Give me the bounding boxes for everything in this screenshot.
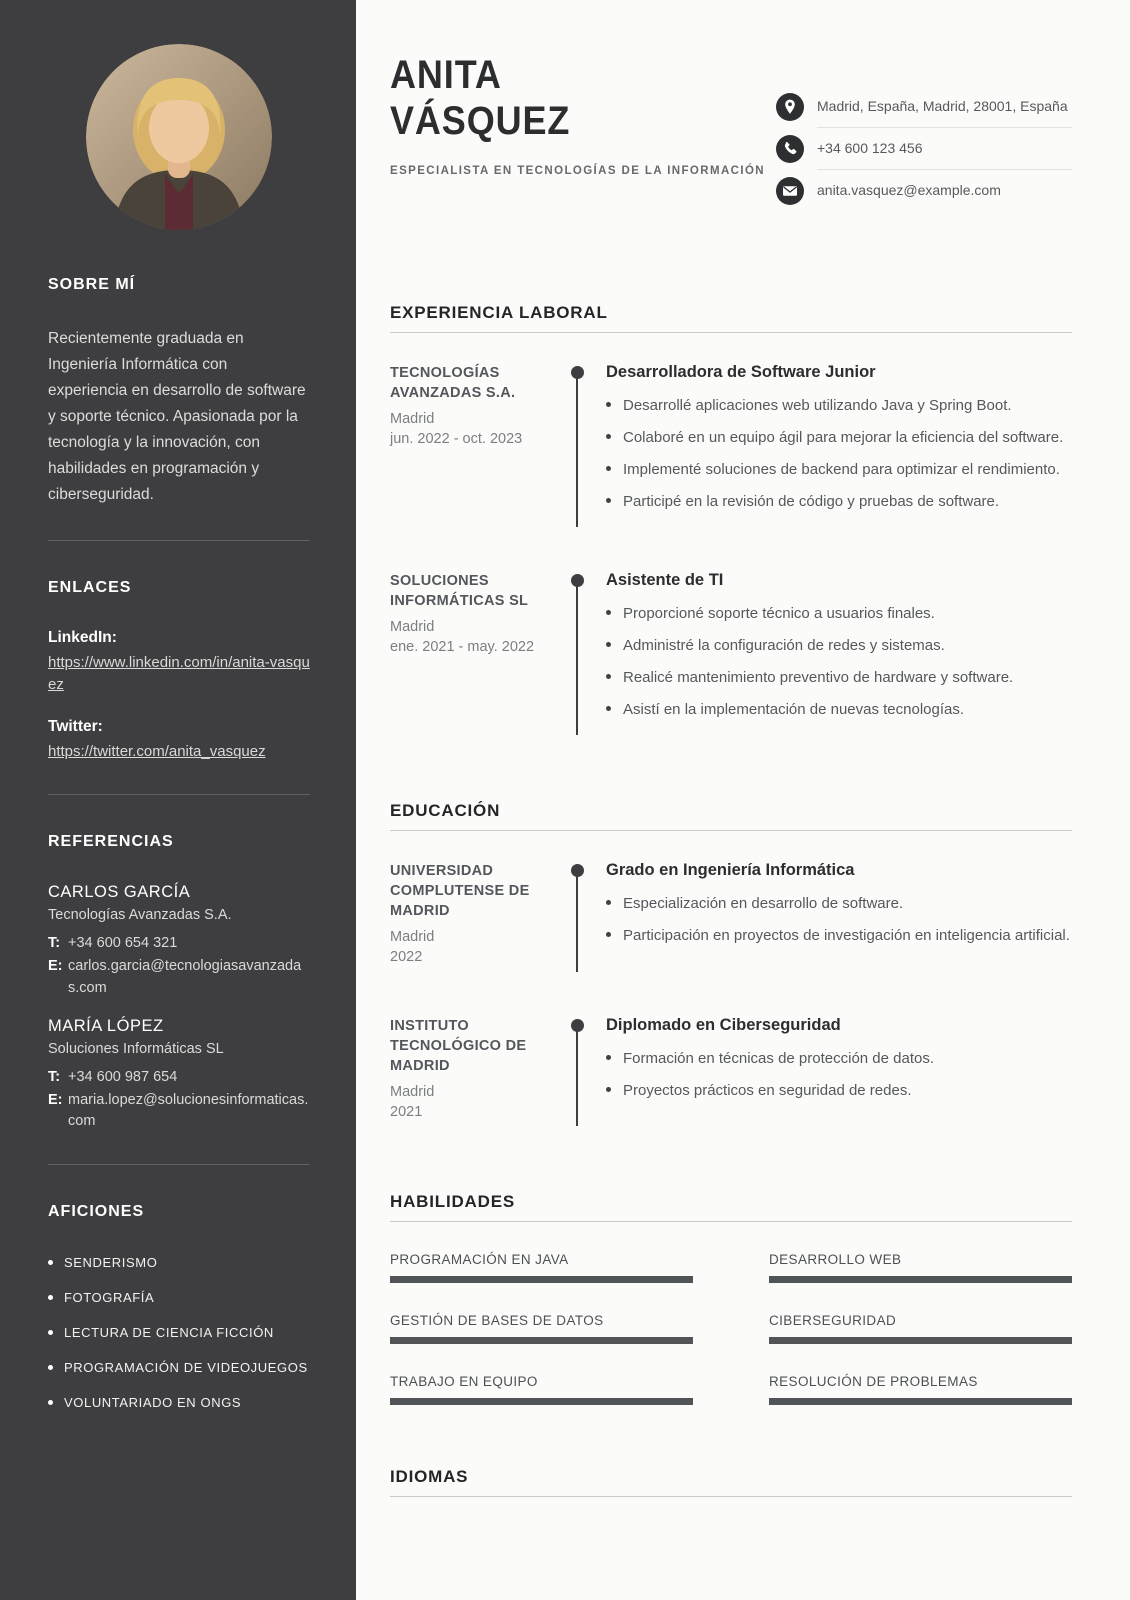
education-heading: EDUCACIÓN xyxy=(390,801,1072,831)
link-item-linkedin xyxy=(48,629,310,696)
job-bullet: Participé en la revisión de código y pruebas de software. xyxy=(606,491,1072,512)
skill-item xyxy=(390,1252,693,1283)
skill-bar xyxy=(390,1398,693,1405)
education-entry xyxy=(390,1016,1072,1123)
degree-bullet: Participación en proyectos de investigación en inteligencia artificial. xyxy=(606,925,1072,946)
profile-photo xyxy=(86,44,272,230)
skill-bar xyxy=(390,1276,693,1283)
company-name: SOLUCIONES INFORMÁTICAS SL xyxy=(390,573,529,609)
skill-name: RESOLUCIÓN DE PROBLEMAS xyxy=(769,1374,978,1390)
hobby-item: LECTURA DE CIENCIA FICCIÓN xyxy=(48,1323,310,1343)
skill-bar-fill xyxy=(390,1398,693,1405)
name-line-1: ANITA xyxy=(390,53,502,97)
job-bullet: Asistí en la implementación de nuevas tecnologías. xyxy=(606,699,1072,720)
skill-item xyxy=(769,1313,1072,1344)
reference-email-row xyxy=(48,956,310,998)
hobby-item: PROGRAMACIÓN DE VIDEOJUEGOS xyxy=(48,1358,310,1378)
name-line-2: VÁSQUEZ xyxy=(390,99,571,144)
contact-row-email xyxy=(776,170,1072,211)
degree-bullets xyxy=(606,1048,1072,1101)
company-location: Madrid xyxy=(390,619,435,635)
experience-entry-detail xyxy=(576,363,1072,523)
header xyxy=(390,52,1072,211)
candidate-title: ESPECIALISTA EN TECNOLOGÍAS DE LA INFORMACIÓN xyxy=(390,164,765,177)
hobby-list xyxy=(48,1253,310,1414)
job-bullets xyxy=(606,603,1072,720)
linkedin-label: LinkedIn: xyxy=(48,629,117,647)
phone-label: T: xyxy=(48,935,61,952)
hobby-item: FOTOGRAFÍA xyxy=(48,1288,310,1308)
skills-section xyxy=(390,1192,1072,1405)
reference-phone: +34 600 654 321 xyxy=(68,935,178,952)
skill-bar xyxy=(769,1337,1072,1344)
skill-bar xyxy=(769,1276,1072,1283)
job-role: Desarrolladora de Software Junior xyxy=(606,363,876,381)
skill-bar-fill xyxy=(769,1398,1072,1405)
school-name: INSTITUTO TECNOLÓGICO DE MADRID xyxy=(390,1017,527,1074)
twitter-link[interactable]: https://twitter.com/anita_vasquez xyxy=(48,742,266,760)
employment-dates: ene. 2021 - may. 2022 xyxy=(390,639,535,656)
job-bullet: Desarrollé aplicaciones web utilizando Java y Spring Boot. xyxy=(606,395,1072,416)
reference-company: Soluciones Informáticas SL xyxy=(48,1040,224,1057)
timeline-dot xyxy=(571,366,584,379)
job-bullet: Colaboré en un equipo ágil para mejorar la eficiencia del software. xyxy=(606,427,1072,448)
contact-email: anita.vasquez@example.com xyxy=(817,182,1001,198)
skills-heading: HABILIDADES xyxy=(390,1192,1072,1222)
contact-location: Madrid, España, Madrid, 28001, España xyxy=(817,86,1072,128)
skill-name: DESARROLLO WEB xyxy=(769,1252,902,1268)
hobby-item: SENDERISMO xyxy=(48,1253,310,1273)
sidebar-divider xyxy=(48,1164,310,1165)
timeline-line xyxy=(576,1024,578,1127)
about-text: Recientemente graduada en Ingeniería Informática con experiencia en desarrollo de software y soporte técnico. Apasionada por la tecnología y la innovación, con habilidades en programación y ciberseguridad. xyxy=(48,330,306,504)
contact-phone: +34 600 123 456 xyxy=(817,128,1072,170)
links-section xyxy=(48,579,310,762)
linkedin-link[interactable]: https://www.linkedin.com/in/anita-vasquez xyxy=(48,654,310,693)
education-entry xyxy=(390,861,1072,968)
links-heading: ENLACES xyxy=(48,579,132,597)
timeline-line xyxy=(576,869,578,972)
experience-entry xyxy=(390,571,1072,731)
skill-bar-fill xyxy=(390,1337,693,1344)
skill-name: CIBERSEGURIDAD xyxy=(769,1313,897,1329)
reference-phone-row xyxy=(48,933,310,954)
company-location: Madrid xyxy=(390,411,435,427)
skill-bar-fill xyxy=(769,1276,1072,1283)
experience-heading: EXPERIENCIA LABORAL xyxy=(390,303,1072,333)
skill-bar xyxy=(769,1398,1072,1405)
degree-bullet: Proyectos prácticos en seguridad de redes. xyxy=(606,1080,1072,1101)
contact-row-phone xyxy=(776,128,1072,170)
skill-item xyxy=(390,1374,693,1405)
education-entry-meta xyxy=(390,861,552,968)
education-entry-detail xyxy=(576,861,1072,968)
email-icon xyxy=(776,177,804,205)
job-bullet: Implementé soluciones de backend para optimizar el rendimiento. xyxy=(606,459,1072,480)
experience-entry-meta xyxy=(390,363,552,523)
references-heading: REFERENCIAS xyxy=(48,833,174,851)
email-label: E: xyxy=(48,958,63,975)
reference-name: MARÍA LÓPEZ xyxy=(48,1016,164,1035)
reference-company: Tecnologías Avanzadas S.A. xyxy=(48,907,232,924)
about-section xyxy=(48,276,310,508)
school-location: Madrid xyxy=(390,1083,435,1100)
name-block xyxy=(390,52,765,211)
degree-bullets xyxy=(606,893,1072,946)
skill-item xyxy=(390,1313,693,1344)
twitter-label: Twitter: xyxy=(48,717,103,735)
degree-title: Diplomado en Ciberseguridad xyxy=(606,1015,841,1034)
reference-phone-row xyxy=(48,1067,310,1088)
reference-item xyxy=(48,1017,310,1132)
school-location: Madrid xyxy=(390,929,435,945)
timeline-dot xyxy=(571,864,584,877)
reference-name: CARLOS GARCÍA xyxy=(48,883,191,902)
experience-entry xyxy=(390,363,1072,523)
education-entry-meta xyxy=(390,1016,552,1123)
experience-entry-meta xyxy=(390,571,552,731)
skill-name: TRABAJO EN EQUIPO xyxy=(390,1374,538,1390)
job-bullet: Realicé mantenimiento preventivo de hardware y software. xyxy=(606,667,1072,688)
job-role: Asistente de TI xyxy=(606,571,724,589)
skills-grid xyxy=(390,1252,1072,1405)
references-section xyxy=(48,833,310,1131)
contact-block xyxy=(776,86,1072,211)
skill-name: PROGRAMACIÓN EN JAVA xyxy=(390,1252,569,1268)
experience-entry-detail xyxy=(576,571,1072,731)
languages-section xyxy=(390,1467,1072,1497)
education-entry-detail xyxy=(576,1016,1072,1123)
reference-email-row xyxy=(48,1090,310,1132)
about-heading: SOBRE MÍ xyxy=(48,276,136,293)
skill-item xyxy=(769,1374,1072,1405)
phone-label: T: xyxy=(48,1068,61,1085)
skill-bar xyxy=(390,1337,693,1344)
experience-section xyxy=(390,303,1072,731)
hobbies-section xyxy=(48,1203,310,1414)
hobby-item: VOLUNTARIADO EN ONGS xyxy=(48,1393,310,1413)
email-label: E: xyxy=(48,1091,63,1108)
main-content xyxy=(356,0,1130,1600)
employment-dates: jun. 2022 - oct. 2023 xyxy=(390,431,523,448)
profile-photo-illustration xyxy=(86,44,272,230)
sidebar-divider xyxy=(48,540,310,541)
link-item-twitter xyxy=(48,718,310,763)
languages-heading: IDIOMAS xyxy=(390,1467,1072,1497)
reference-phone: +34 600 987 654 xyxy=(68,1068,178,1085)
skill-bar-fill xyxy=(390,1276,693,1283)
skill-item xyxy=(769,1252,1072,1283)
sidebar-divider xyxy=(48,794,310,795)
graduation-year: 2021 xyxy=(390,1103,423,1120)
contact-row-location xyxy=(776,86,1072,128)
job-bullet: Administré la configuración de redes y sistemas. xyxy=(606,635,1072,656)
timeline-dot xyxy=(571,1019,584,1032)
location-icon xyxy=(776,93,804,121)
degree-title: Grado en Ingeniería Informática xyxy=(606,861,855,879)
hobbies-heading: AFICIONES xyxy=(48,1202,145,1220)
reference-item xyxy=(48,883,310,998)
graduation-year: 2022 xyxy=(390,949,423,966)
school-name: UNIVERSIDAD COMPLUTENSE DE MADRID xyxy=(390,863,530,919)
job-bullet: Proporcioné soporte técnico a usuarios finales. xyxy=(606,603,1072,624)
education-section xyxy=(390,801,1072,1122)
phone-icon xyxy=(776,135,804,163)
timeline-line xyxy=(576,371,578,527)
sidebar xyxy=(0,0,356,1600)
job-bullets xyxy=(606,395,1072,512)
reference-email: maria.lopez@solucionesinformaticas.com xyxy=(68,1091,309,1129)
degree-bullet: Especialización en desarrollo de software. xyxy=(606,893,1072,914)
company-name: TECNOLOGÍAS AVANZADAS S.A. xyxy=(390,365,516,401)
degree-bullet: Formación en técnicas de protección de datos. xyxy=(606,1048,1072,1069)
skill-bar-fill xyxy=(769,1337,1072,1344)
timeline-line xyxy=(576,579,578,735)
timeline-dot xyxy=(571,574,584,587)
candidate-name xyxy=(390,52,728,145)
skill-name: GESTIÓN DE BASES DE DATOS xyxy=(390,1313,604,1329)
reference-email: carlos.garcia@tecnologiasavanzadas.com xyxy=(68,958,302,996)
